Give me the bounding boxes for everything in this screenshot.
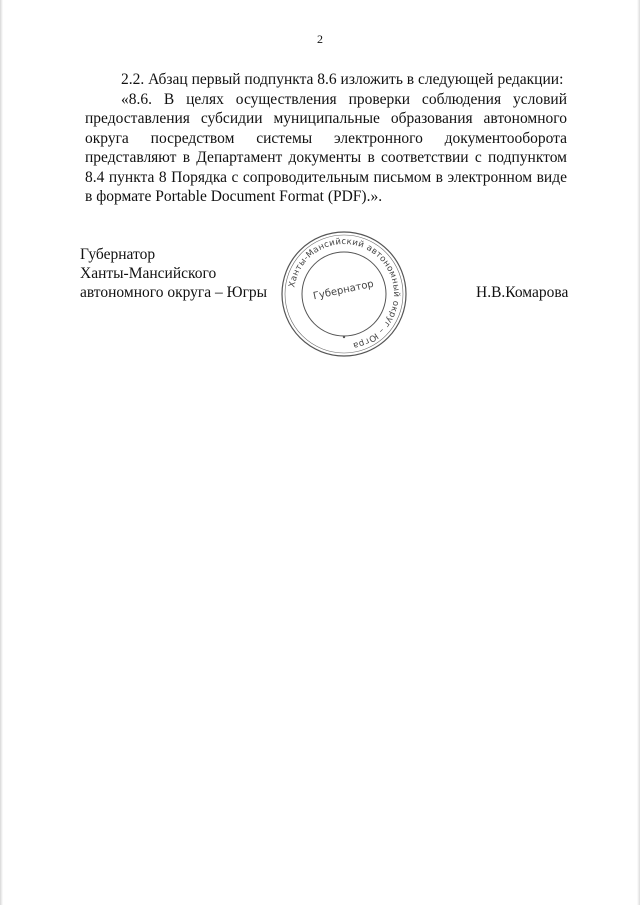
page-number: 2 (317, 32, 323, 46)
seal-center-text: Губернатор (312, 278, 375, 303)
signature-title-block (80, 245, 267, 302)
signer-name: Н.В.Комарова (476, 284, 569, 301)
amendment-paragraph: «8.6. В целях осуществления проверки соблюдения условий предоставления субсидии муниципальные образования автономного округа посредством системы электронного документооборота представляют в Департамент документы в соответствии с подпунктом 8.4 пункта 8 Порядка с сопроводительным письмом в электронном виде в формате Portable Document Format (PDF).». (85, 90, 567, 205)
seal-dot (343, 336, 345, 338)
document-body (85, 70, 567, 207)
signature-title-line-3: автономного округа – Югры (80, 284, 268, 301)
governor-seal (279, 229, 409, 359)
signature-title-line-1: Губернатор (80, 246, 156, 263)
signature-title-line-2: Ханты-Мансийского (80, 265, 217, 282)
seal-ring-textpath: Ханты-Мансийский автономный округ – Югра (287, 236, 402, 351)
scan-edge-left (0, 0, 3, 905)
amendment-heading: 2.2. Абзац первый подпункта 8.6 изложить в следующей редакции: (121, 71, 564, 88)
